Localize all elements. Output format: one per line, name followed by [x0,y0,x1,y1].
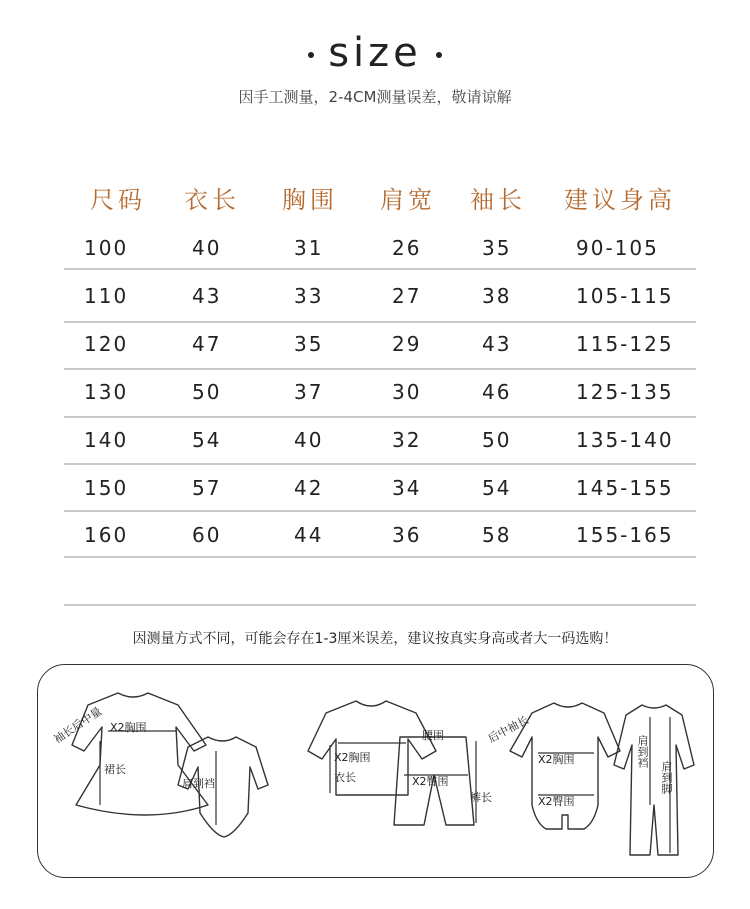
cell-length: 43 [192,284,222,308]
header-chest: 胸围 [282,186,338,214]
header-sleeve: 袖长 [470,186,526,214]
label-body-length: 衣长 [334,771,356,784]
cell-length: 60 [192,523,222,547]
cell-length: 54 [192,428,222,452]
measurement-diagram [37,664,714,878]
cell-size: 130 [84,380,129,404]
header-height: 建议身高 [564,186,676,214]
cell-size: 160 [84,523,129,547]
cell-height: 125-135 [576,380,674,404]
cell-length: 50 [192,380,222,404]
cell-shoulder: 26 [392,236,422,260]
row-divider [64,556,696,558]
cell-chest: 31 [294,236,324,260]
row-divider [64,321,696,323]
table-row [64,476,696,524]
cell-sleeve: 38 [482,284,512,308]
cell-size: 140 [84,428,129,452]
header-length: 衣长 [184,186,240,214]
cell-sleeve: 58 [482,523,512,547]
cell-shoulder: 27 [392,284,422,308]
cell-sleeve: 54 [482,476,512,500]
cell-shoulder: 32 [392,428,422,452]
label-pants-length: 裤长 [470,791,492,804]
cell-sleeve: 46 [482,380,512,404]
size-table-header [64,180,696,220]
cell-length: 47 [192,332,222,356]
dot-left-icon [308,52,314,58]
label-back-sleeve: 后中袖长 [485,713,531,746]
cell-height: 135-140 [576,428,674,452]
label-waist: 腰围 [422,729,444,742]
row-divider [64,604,696,606]
row-divider [64,463,696,465]
cell-length: 57 [192,476,222,500]
row-divider [64,268,696,270]
cell-size: 120 [84,332,129,356]
cell-sleeve: 35 [482,236,512,260]
cell-length: 40 [192,236,222,260]
row-divider [64,416,696,418]
table-row [64,428,696,476]
cell-chest: 40 [294,428,324,452]
table-row [64,523,696,571]
label-hip: X2臀围 [412,775,449,788]
header-size: 尺码 [90,186,146,214]
table-row [64,284,696,332]
cell-chest: 35 [294,332,324,356]
cell-shoulder: 36 [392,523,422,547]
cell-sleeve: 50 [482,428,512,452]
cell-chest: 37 [294,380,324,404]
cell-height: 115-125 [576,332,674,356]
cell-size: 110 [84,284,129,308]
measurement-disclaimer: 因手工测量，2-4CM测量误差，敬请谅解 [238,88,512,106]
cell-shoulder: 29 [392,332,422,356]
cell-sleeve: 43 [482,332,512,356]
dot-right-icon [436,52,442,58]
label-skirt-length: 裙长 [104,763,126,776]
label-hip: X2臀围 [538,795,575,808]
cell-height: 155-165 [576,523,674,547]
cell-chest: 44 [294,523,324,547]
label-sleeve-back: 袖长后中量 [51,704,105,747]
cell-size: 100 [84,236,129,260]
label-chest: X2胸围 [110,721,147,734]
cell-chest: 33 [294,284,324,308]
header-shoulder: 肩宽 [380,186,436,214]
table-row [64,380,696,428]
cell-size: 150 [84,476,129,500]
cell-shoulder: 30 [392,380,422,404]
label-shoulder-crotch: 肩到裆 [182,777,215,790]
label-chest: X2胸围 [334,751,371,764]
size-advice-note: 因测量方式不同，可能会存在1-3厘米误差，建议按真实身高或者大一码选购！ [132,631,618,647]
cell-chest: 42 [294,476,324,500]
row-divider [64,510,696,512]
label-chest: X2胸围 [538,753,575,766]
label-shoulder-crotch: 肩到裆 [636,735,649,768]
page-title: size [0,30,750,76]
garment-outlines-icon [38,665,713,877]
table-row [64,332,696,380]
table-row [64,236,696,284]
cell-height: 105-115 [576,284,674,308]
label-shoulder-foot: 肩到脚 [660,761,673,794]
cell-height: 90-105 [576,236,659,260]
cell-height: 145-155 [576,476,674,500]
cell-shoulder: 34 [392,476,422,500]
row-divider [64,368,696,370]
